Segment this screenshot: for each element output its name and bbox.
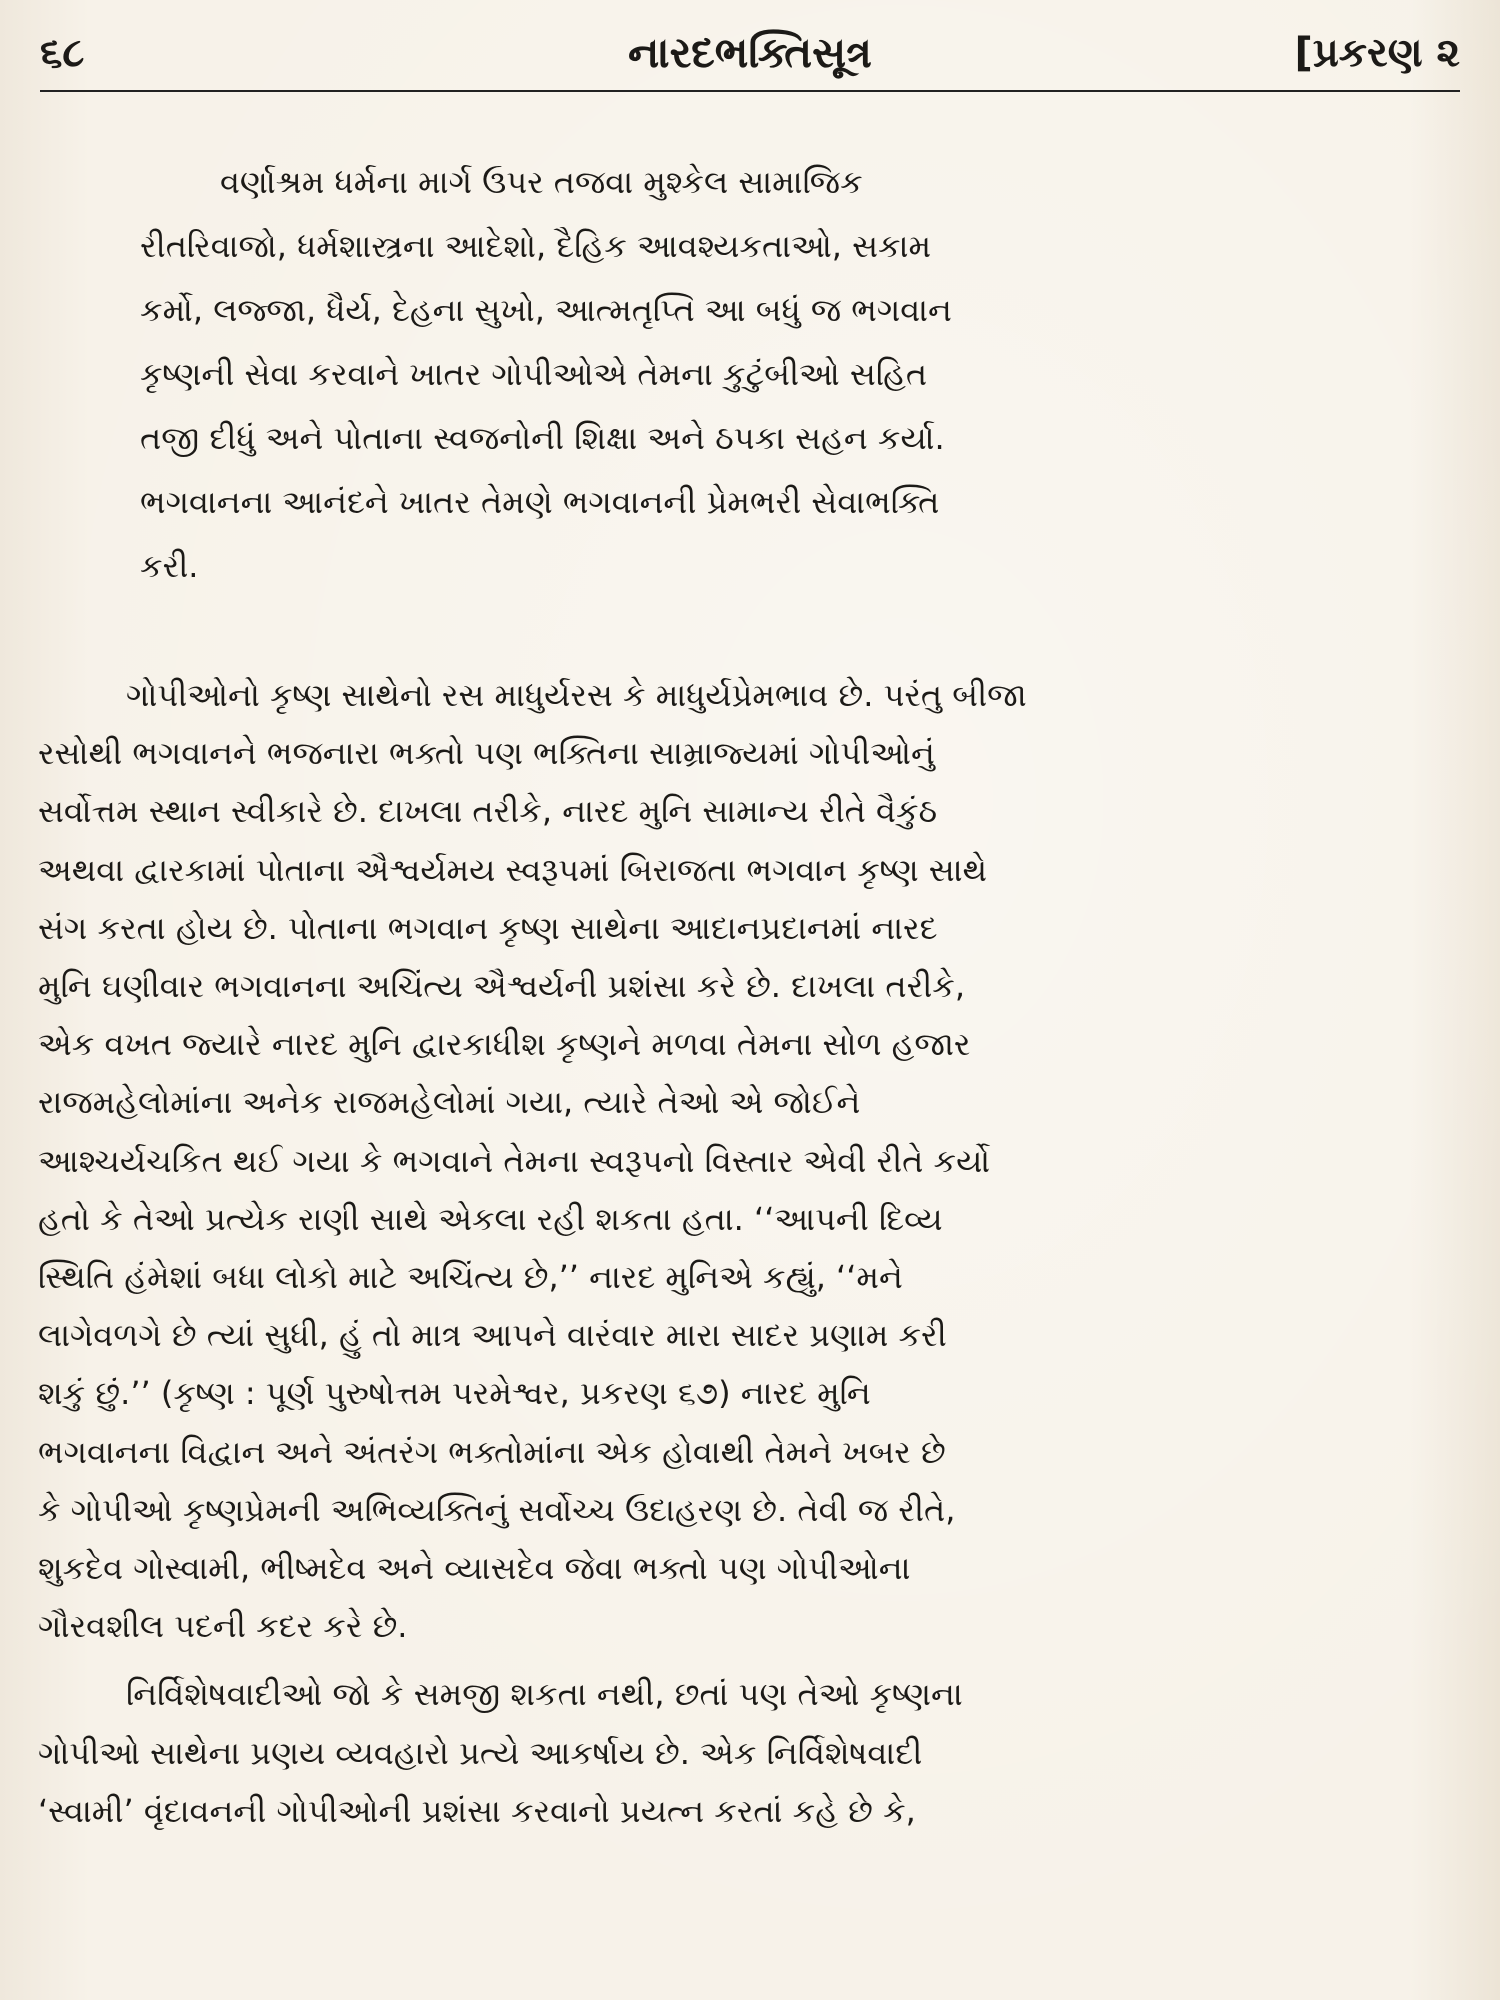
text-line: નિર્વિશેષવાદીઓ જો કે સમજી શકતા નથી, છતાં પણ તેઓ કૃષ્ણના	[126, 1675, 963, 1714]
text-line: સર્વોત્તમ સ્થાન સ્વીકારે છે. દાખલા તરીકે, નારદ મુનિ સામાન્ય રીતે વૈકુંઠ	[38, 792, 938, 831]
text-line: શુકદેવ ગોસ્વામી, ભીષ્મદેવ અને વ્યાસદેવ જેવા ભક્તો પણ ગોપીઓના	[38, 1549, 911, 1588]
chapter-label: [પ્રકરણ ૨	[1294, 30, 1460, 76]
quote-line: કૃષ્ણની સેવા કરવાને ખાતર ગોપીઓએ તેમના કુટુંબીઓ સહિત	[140, 355, 928, 393]
quote-line: કર્મો, લજ્જા, ધૈર્ય, દેહના સુખો, આત્મતૃપ્તિ આ બધું જ ભગવાન	[140, 291, 952, 329]
body-text	[38, 666, 1458, 1840]
paragraph-gopis-rasa	[38, 666, 1458, 1655]
text-line: ભગવાનના વિદ્વાન અને અંતરંગ ભક્તોમાંના એક હોવાથી તેમને ખબર છે	[38, 1432, 946, 1471]
text-line: ગૌરવશીલ પદની કદર કરે છે.	[38, 1607, 408, 1646]
text-line: એક વખત જ્યારે નારદ મુનિ દ્વારકાધીશ કૃષ્ણને મળવા તેમના સોળ હજાર	[38, 1025, 971, 1064]
text-line: આશ્ચર્યચકિત થઈ ગયા કે ભગવાને તેમના સ્વરૂપનો વિસ્તાર એવી રીતે કર્યો	[38, 1141, 991, 1180]
text-line: લાગેવળગે છે ત્યાં સુધી, હું તો માત્ર આપને વારંવાર મારા સાદર પ્રણામ કરી	[38, 1316, 947, 1355]
text-line: ગોપીઓનો કૃષ્ણ સાથેનો રસ માધુર્યરસ કે માધુર્યપ્રેમભાવ છે. પરંતુ બીજા	[126, 676, 1027, 714]
text-line: રાજમહેલોમાંના અનેક રાજમહેલોમાં ગયા, ત્યારે તેઓ એ જોઈને	[38, 1083, 861, 1122]
quote-line: રીતરિવાજો, ધર્મશાસ્ત્રના આદેશો, દૈહિક આવશ્યકતાઓ, સકામ	[140, 227, 932, 265]
quote-line: ભગવાનના આનંદને ખાતર તેમણે ભગવાનની પ્રેમભરી સેવાભક્તિ	[140, 483, 940, 521]
text-line: અથવા દ્વારકામાં પોતાના ઐશ્વર્યમય સ્વરૂપમાં બિરાજતા ભગવાન કૃષ્ણ સાથે	[38, 850, 988, 889]
text-line: સંગ કરતા હોય છે. પોતાના ભગવાન કૃષ્ણ સાથેના આદાનપ્રદાનમાં નારદ	[38, 908, 938, 947]
text-line: શકું છું.’’ (કૃષ્ણ : પૂર્ણ પુરુષોત્તમ પરમેશ્વર, પ્રકરણ ૬૭) નારદ મુનિ	[38, 1374, 871, 1413]
quote-line: તજી દીધું અને પોતાના સ્વજનોની શિક્ષા અને ઠપકા સહન કર્યા.	[140, 419, 945, 457]
paragraph-impersonalists	[38, 1665, 1458, 1840]
page-header	[40, 22, 1460, 92]
text-line: હતો કે તેઓ પ્રત્યેક રાણી સાથે એકલા રહી શકતા હતા. ‘‘આપની દિવ્ય	[38, 1199, 943, 1238]
quote-line: કરી.	[140, 547, 199, 585]
text-line: સ્થિતિ હંમેશાં બધા લોકો માટે અચિંત્ય છે,’’ નારદ મુનિએ કહ્યું, ‘‘મને	[38, 1258, 903, 1297]
text-line: ગોપીઓ સાથેના પ્રણય વ્યવહારો પ્રત્યે આકર્ષાય છે. એક નિર્વિશેષવાદી	[38, 1733, 923, 1772]
text-line: કે ગોપીઓ કૃષ્ણપ્રેમની અભિવ્યક્તિનું સર્વોચ્ચ ઉદાહરણ છે. તેવી જ રીતે,	[38, 1490, 956, 1529]
header-rule	[40, 90, 1460, 92]
text-line: ‘સ્વામી’ વૃંદાવનની ગોપીઓની પ્રશંસા કરવાનો પ્રયત્ન કરતાં કહે છે કે,	[38, 1791, 916, 1830]
text-line: મુનિ ઘણીવાર ભગવાનના અચિંત્ય ઐશ્વર્યની પ્રશંસા કરે છે. દાખલા તરીકે,	[38, 967, 966, 1006]
text-line: રસોથી ભગવાનને ભજનારા ભક્તો પણ ભક્તિના સામ્રાજ્યમાં ગોપીઓનું	[38, 734, 935, 773]
running-title: નારદભક્તિસૂત્ર	[627, 28, 873, 77]
quote-line: વર્ણાશ્રમ ધર્મના માર્ગ ઉપર તજવા મુશ્કેલ સામાજિક	[220, 163, 863, 201]
page-number: ૬૮	[40, 30, 85, 76]
quote-block	[140, 150, 1360, 598]
